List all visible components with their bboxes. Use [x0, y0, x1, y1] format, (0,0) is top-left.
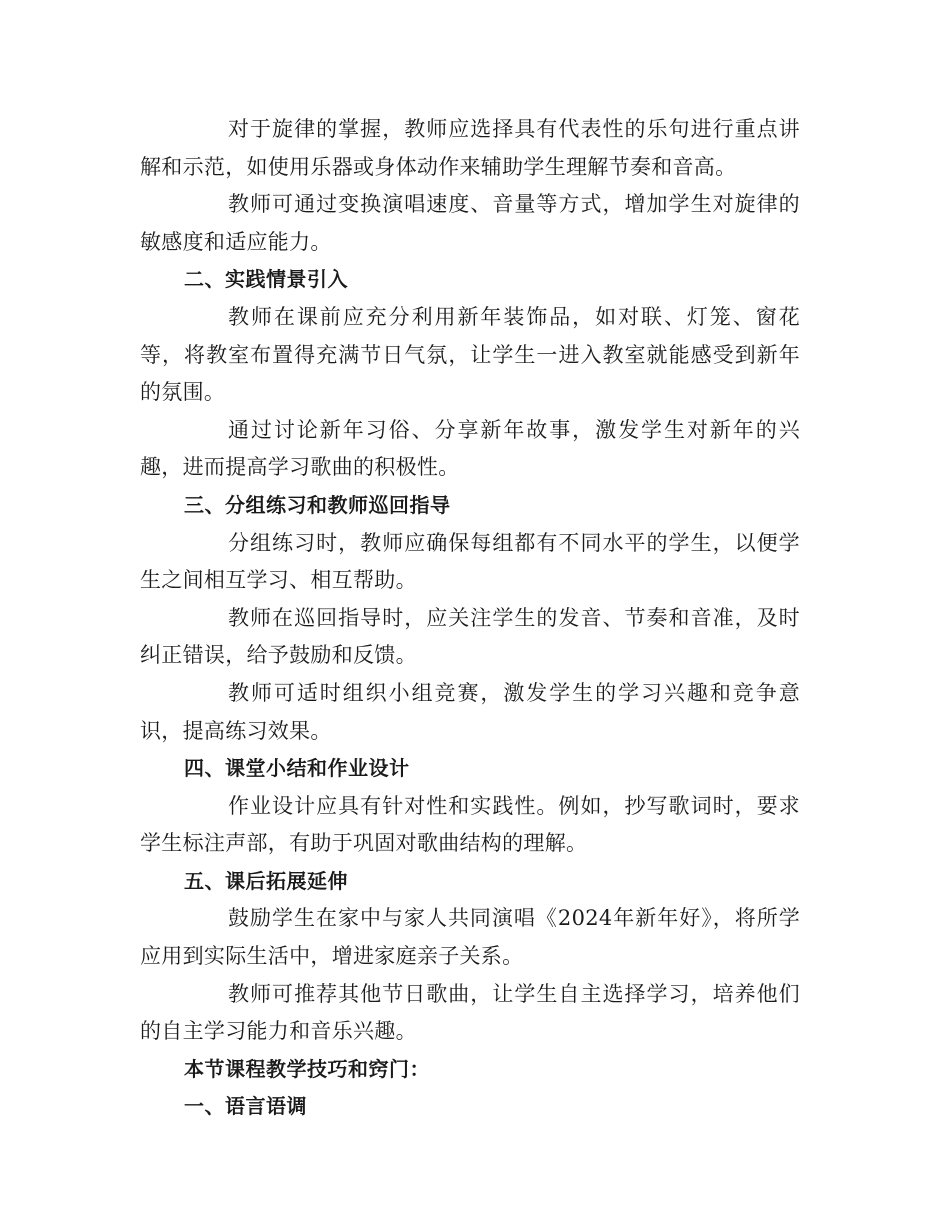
paragraph-new-year-customs: 通过讨论新年习俗、分享新年故事，激发学生对新年的兴趣，进而提高学习歌曲的积极性。 [140, 417, 800, 480]
paragraph-classroom-decoration: 教师在课前应充分利用新年装饰品，如对联、灯笼、窗花等，将教室布置得充满节日气氛，让学生一进入教室就能感受到新年的氛围。 [140, 304, 800, 405]
paragraph-homework-design: 作业设计应具有针对性和实践性。例如，抄写歌词时，要求学生标注声部，有助于巩固对歌曲结构的理解。 [140, 793, 800, 856]
paragraph-teacher-guidance: 教师在巡回指导时，应关注学生的发音、节奏和音准，及时纠正错误，给予鼓励和反馈。 [140, 605, 800, 668]
paragraph-group-competition: 教师可适时组织小组竞赛，激发学生的学习兴趣和竞争意识，提高练习效果。 [140, 680, 800, 743]
section-heading-practice-scene: 二、实践情景引入 [184, 267, 348, 292]
section-heading-language-tone: 一、语言语调 [184, 1094, 307, 1119]
paragraph-melody-mastery: 对于旋律的掌握，教师应选择具有代表性的乐句进行重点讲解和示范，如使用乐器或身体动作来辅助学生理解节奏和音高。 [140, 117, 800, 179]
section-heading-extension: 五、课后拓展延伸 [184, 868, 348, 893]
heading-teaching-tips: 本节课程教学技巧和窍门： [184, 1056, 430, 1081]
section-heading-group-practice: 三、分组练习和教师巡回指导 [184, 492, 451, 517]
paragraph-sing-at-home: 鼓励学生在家中与家人共同演唱《2024年新年好》，将所学应用到实际生活中，增进家庭亲子关系。 [140, 906, 800, 969]
document-body [140, 111, 800, 1126]
paragraph-recommend-songs: 教师可推荐其他节日歌曲，让学生自主选择学习，培养他们的自主学习能力和音乐兴趣。 [140, 981, 800, 1044]
paragraph-group-levels: 分组练习时，教师应确保每组都有不同水平的学生，以便学生之间相互学习、相互帮助。 [140, 530, 800, 593]
paragraph-singing-speed: 教师可通过变换演唱速度、音量等方式，增加学生对旋律的敏感度和适应能力。 [140, 192, 800, 254]
section-heading-summary-homework: 四、课堂小结和作业设计 [184, 756, 410, 781]
